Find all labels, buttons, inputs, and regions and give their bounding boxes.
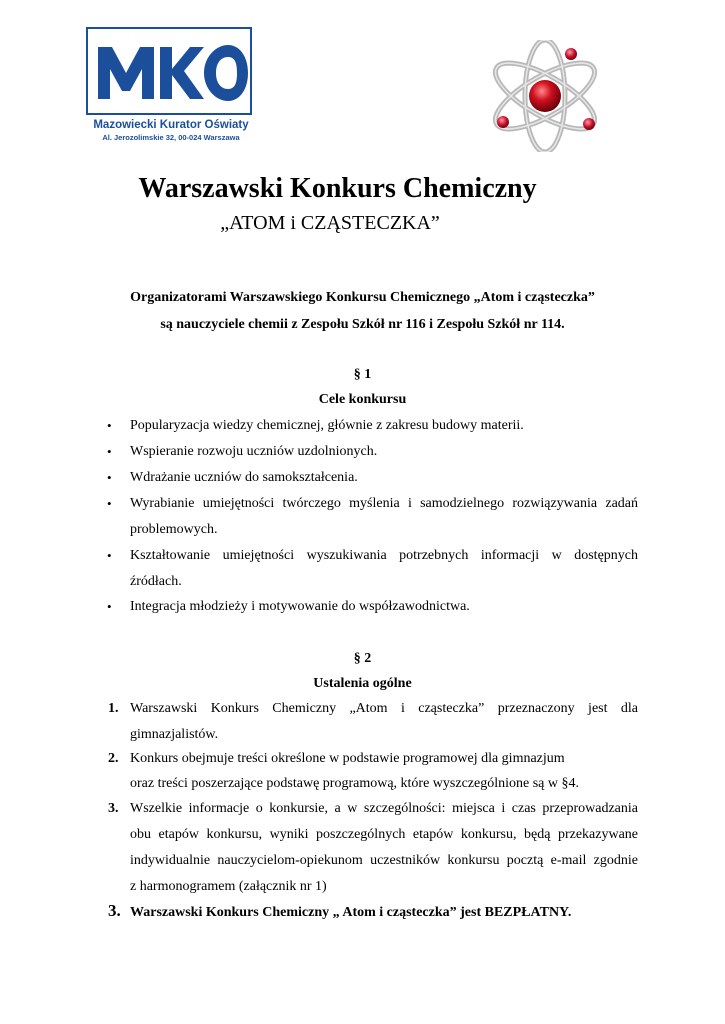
- list-item-continuation: źródłach.: [130, 574, 182, 589]
- mko-logo: [86, 27, 256, 147]
- document-subtitle: „ATOM i CZĄSTECZKA”: [220, 212, 440, 234]
- list-item-continuation: oraz treści poszerzające podstawę programową, które wyszczególnione są w §4.: [130, 776, 579, 791]
- list-item: Popularyzacja wiedzy chemicznej, głównie z zakresu budowy materii.: [130, 418, 524, 433]
- item-number: 1.: [108, 701, 119, 716]
- section-2-number: § 2: [353, 651, 372, 666]
- list-item-continuation: gimnazjalistów.: [130, 727, 219, 742]
- list-item: Wszelkie informacje o konkursie, a w szczególności: miejsca i czas przeprowadzania: [130, 801, 638, 816]
- list-item-continuation: problemowych.: [130, 522, 218, 537]
- list-item: Wyrabianie umiejętności twórczego myślenia i samodzielnego rozwiązywania zadań: [130, 496, 638, 511]
- section-2-title: Ustalenia ogólne: [313, 676, 412, 691]
- list-item-continuation: z harmonogramem (załącznik nr 1): [130, 879, 327, 894]
- intro-line-1: Organizatorami Warszawskiego Konkursu Chemicznego „Atom i cząsteczka”: [130, 290, 595, 305]
- list-item: Wdrażanie uczniów do samokształcenia.: [130, 470, 358, 485]
- list-item: Integracja młodzieży i motywowanie do współzawodnictwa.: [130, 599, 470, 614]
- item-number: 3.: [108, 901, 121, 920]
- item-number: 2.: [108, 751, 119, 766]
- item-number: 3.: [108, 801, 119, 816]
- list-item: Wspieranie rozwoju uczniów uzdolnionych.: [130, 444, 378, 459]
- mko-logo-mark: [86, 27, 252, 115]
- bullet-icon: •: [107, 599, 112, 614]
- section-1-number: § 1: [353, 367, 372, 382]
- intro-line-2: są nauczyciele chemii z Zespołu Szkół nr 116 i Zespołu Szkół nr 114.: [160, 317, 565, 332]
- list-item-continuation: indywidualnie nauczycielom-opiekunom uczestników konkursu pocztą e-mail zgodnie: [130, 853, 638, 868]
- org-name: Mazowiecki Kurator Oświaty: [93, 119, 249, 131]
- bullet-icon: •: [107, 548, 112, 563]
- atom-icon: [483, 40, 608, 152]
- section-1-title: Cele konkursu: [318, 392, 407, 407]
- bullet-icon: •: [107, 418, 112, 433]
- document-title: Warszawski Konkurs Chemiczny: [138, 173, 537, 204]
- free-participation-note: Warszawski Konkurs Chemiczny „ Atom i cząsteczka” jest BEZPŁATNY.: [130, 905, 572, 920]
- mko-logo-graphic: [88, 29, 250, 113]
- list-item: Warszawski Konkurs Chemiczny „Atom i cząsteczka” przeznaczony jest dla: [130, 701, 638, 716]
- list-item: Kształtowanie umiejętności wyszukiwania potrzebnych informacji w dostępnych: [130, 548, 638, 563]
- bullet-icon: •: [107, 470, 112, 485]
- org-address: Al. Jerozolimskie 32, 00-024 Warszawa: [102, 133, 240, 142]
- bullet-icon: •: [107, 496, 112, 511]
- list-item: Konkurs obejmuje treści określone w podstawie programowej dla gimnazjum: [130, 751, 565, 766]
- bullet-icon: •: [107, 444, 112, 459]
- list-item-continuation: obu etapów konkursu, wyniki poszczególnych etapów konkursu, będą przekazywane: [130, 827, 638, 842]
